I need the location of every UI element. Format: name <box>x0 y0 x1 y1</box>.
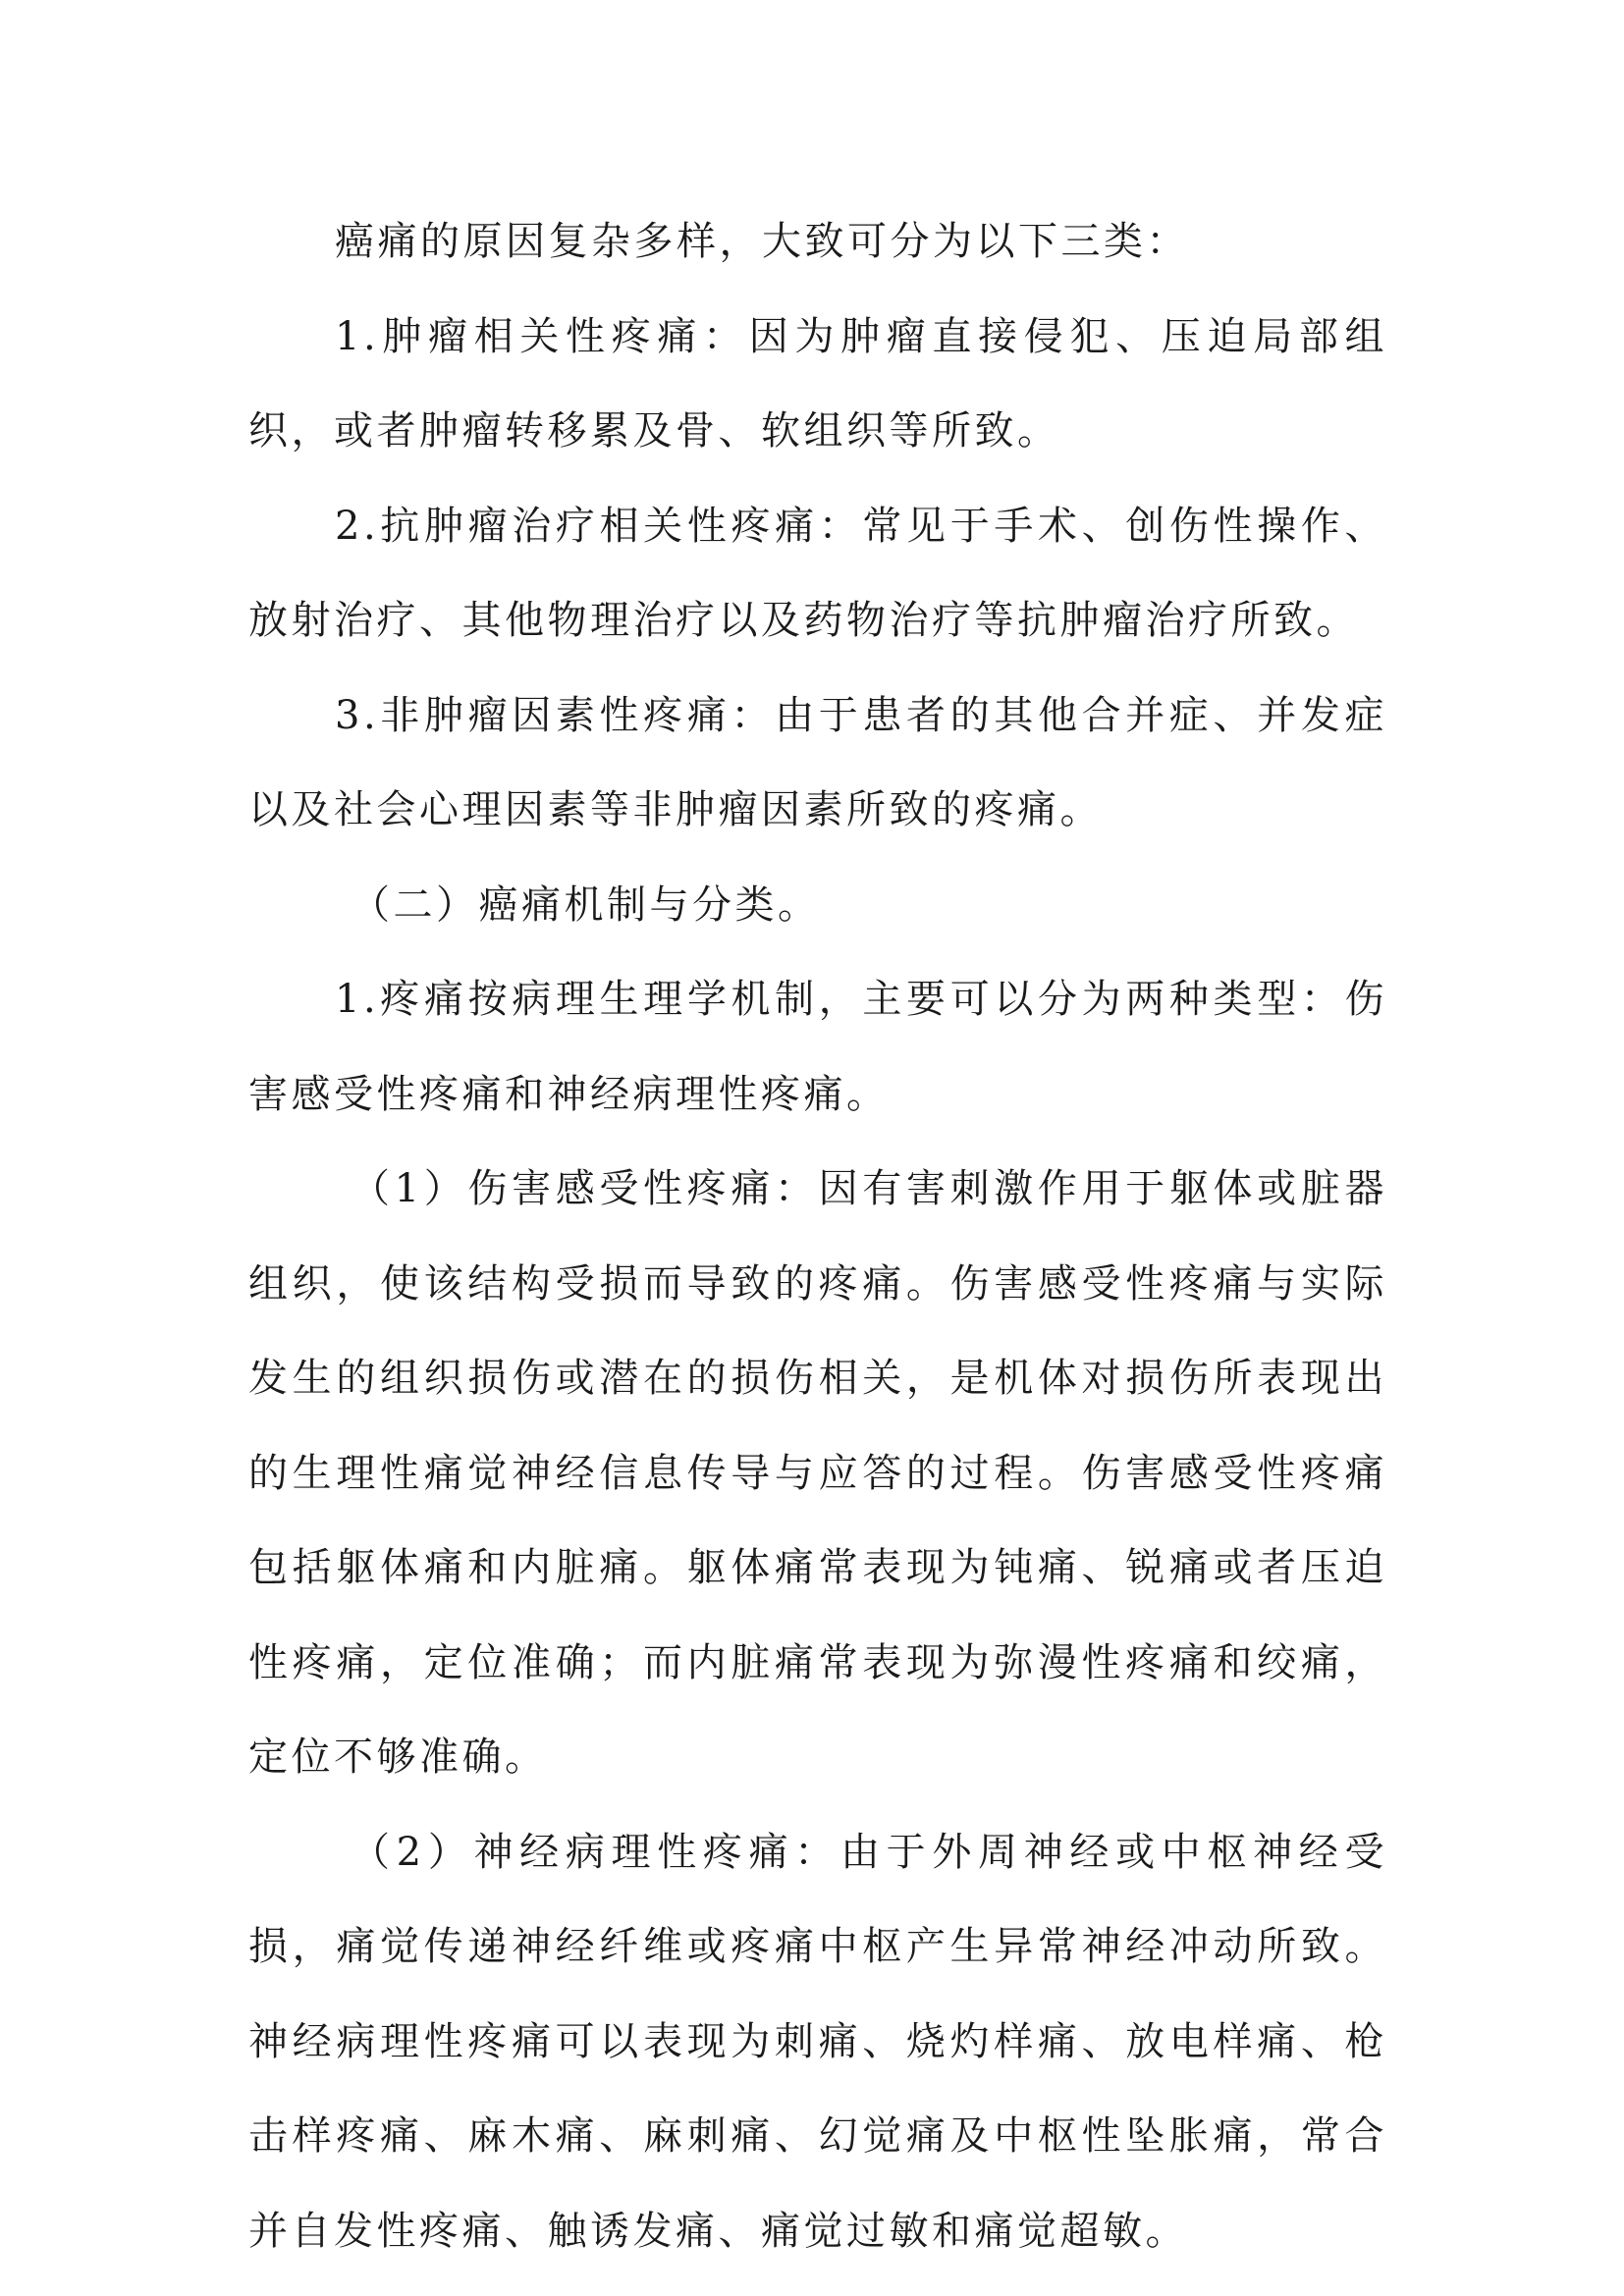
section-heading: （二）癌痛机制与分类。 <box>351 881 821 928</box>
document-body <box>248 194 1387 2278</box>
paragraph-neuropathic-pain: （2）神经病理性疼痛：由于外周神经或中枢神经受损，痛觉传递神经纤维或疼痛中枢产生异常神经冲动所致。神经病理性疼痛可以表现为刺痛、烧灼样痛、放电样痛、枪击样疼痛、麻木痛、麻刺痛、幻觉痛及中枢性坠胀痛，常合并自发性疼痛、触诱发痛、痛觉过敏和痛觉超敏。 <box>248 1829 1387 2254</box>
paragraph-nociceptive-pain: （1）伤害感受性疼痛：因有害刺激作用于躯体或脏器组织，使该结构受损而导致的疼痛。伤害感受性疼痛与实际发生的组织损伤或潜在的损伤相关，是机体对损伤所表现出的生理性痛觉神经信息传导与应答的过程。伤害感受性疼痛包括躯体痛和内脏痛。躯体痛常表现为钝痛、锐痛或者压迫性疼痛，定位准确；而内脏痛常表现为弥漫性疼痛和绞痛，定位不够准确。 <box>248 1166 1387 1780</box>
paragraph-item-1: 1.肿瘤相关性疼痛：因为肿瘤直接侵犯、压迫局部组织，或者肿瘤转移累及骨、软组织等所致。 <box>248 313 1387 454</box>
paragraph-mechanism: 1.疼痛按病理生理学机制，主要可以分为两种类型：伤害感受性疼痛和神经病理性疼痛。 <box>248 977 1387 1117</box>
paragraph-item-3: 3.非肿瘤因素性疼痛：由于患者的其他合并症、并发症以及社会心理因素等非肿瘤因素所致的疼痛。 <box>248 692 1387 832</box>
paragraph-intro: 癌痛的原因复杂多样，大致可分为以下三类： <box>335 219 1189 264</box>
paragraph-item-2: 2.抗肿瘤治疗相关性疼痛：常见于手术、创伤性操作、放射治疗、其他物理治疗以及药物治疗等抗肿瘤治疗所致。 <box>248 503 1387 643</box>
